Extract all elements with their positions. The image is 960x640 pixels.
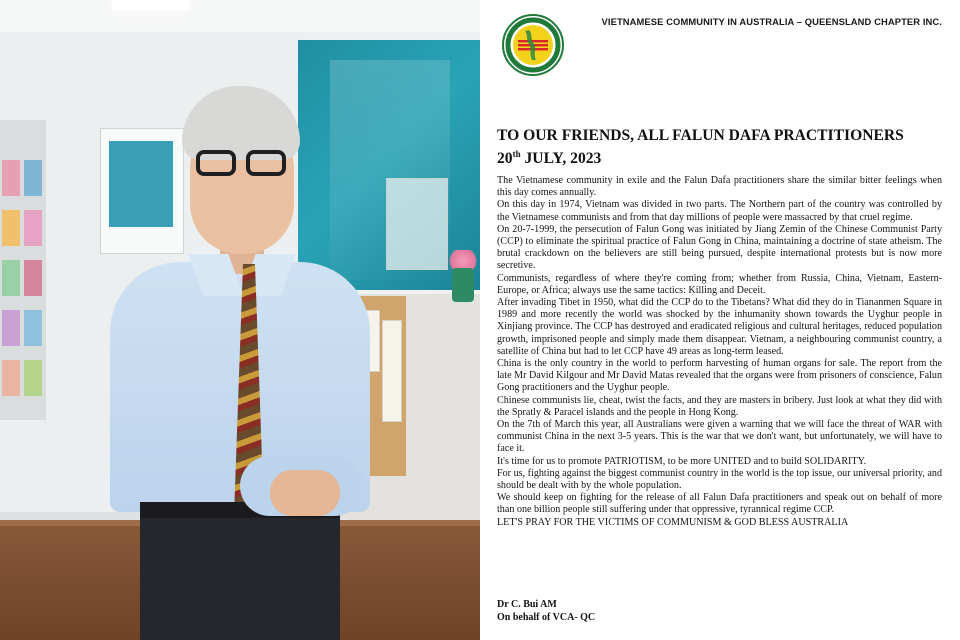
glasses-lens-left [196, 150, 236, 176]
brochure [24, 210, 42, 246]
brochure [24, 360, 42, 396]
hair [182, 86, 300, 160]
signature-block [497, 598, 797, 624]
heading-title: TO OUR FRIENDS, ALL FALUN DAFA PRACTITIONERS [497, 127, 904, 144]
paragraph: Chinese communists lie, cheat, twist the facts, and they are masters in bribery. Just look at what they did with the Spratly & Paracel islands and the people in Hong Kong. [497, 394, 942, 418]
brochure [2, 210, 20, 246]
brochure-shelf [0, 120, 46, 420]
date-day: 20 [497, 150, 513, 168]
brochure [24, 310, 42, 346]
paragraph: China is the only country in the world to perform harvesting of human organs for sale. The report from the late Mr David Kilgour and Mr David Matas revealed that the organs were from prisoners of conscience, Falun Gong practitioners and the Uyghur people. [497, 358, 942, 394]
brochure [2, 360, 20, 396]
brochure [24, 160, 42, 196]
glass-panel [386, 178, 448, 270]
paragraph: After invading Tibet in 1950, what did the CCP do to the Tibetans? What did they do in Tiananmen Square in 1989 and more recently the world was shocked by the inhumanity shown towards the Uyghur people in Xinjiang province. The CCP has destroyed and eradicated religious and cultural heritages, reduced population growth, imprisoned people and simply made them disappear. Vietnam, a neighbouring communist country, a satellite of China but had to let CCP have 49 areas as long-term leased. [497, 297, 942, 357]
paragraph: We should keep on fighting for the release of all Falun Dafa practitioners and speak out on behalf of more than one billion people still suffering under that oppressive, tyrannical regime CCP. [497, 492, 942, 516]
brochure [2, 260, 20, 296]
letter-document [480, 0, 960, 640]
signature-name: Dr C. Bui AM [497, 599, 557, 610]
letter-heading [497, 126, 947, 168]
paragraph: For us, fighting against the biggest communist country in the world is the top issue, our universal priority, and should be dealt with by the whole population. [497, 467, 942, 492]
date-rest: JULY, 2023 [520, 150, 602, 168]
organization-name: VIETNAMESE COMMUNITY IN AUSTRALIA – QUEENSLAND CHAPTER INC. [601, 16, 942, 27]
trousers [140, 518, 340, 640]
paragraph: The Vietnamese community in exile and the Falun Dafa practitioners share the similar bitter feelings when this day comes annually. [497, 175, 942, 199]
paragraph: On 20-7-1999, the persecution of Falun Gong was initiated by Jiang Zemin of the Chinese Communist Party (CCP) to eliminate the spiritual practice of Falun Gong in China, maintaining a doctrine of state atheism. The brutal crackdown on the believers are still being pursued, despite international protests but is now more secretive. [497, 223, 942, 272]
glasses-lens-right [246, 150, 286, 176]
brochure [24, 260, 42, 296]
paragraph: LET'S PRAY FOR THE VICTIMS OF COMMUNISM & GOD BLESS AUSTRALIA [497, 516, 849, 528]
signature-role: On behalf of VCA- QC [497, 612, 596, 623]
ceiling [0, 0, 480, 32]
corkboard-note [382, 320, 402, 422]
letter-body [497, 175, 942, 529]
ceiling-light [112, 0, 190, 10]
paragraph: Communists, regardless of where they're coming from; whether from Russia, China, Vietnam, Eastern-Europe, or Africa; always use the same tactics: Killing and Deceit. [497, 272, 942, 296]
paragraph: On this day in 1974, Vietnam was divided in two parts. The Northern part of the country was controlled by the Vietnamese communists and from that day millions of people were massacred by that cruel regime. [497, 199, 942, 223]
paragraph: It's time for us to promote PATRIOTISM, to be more UNITED and to build SOLIDARITY. [497, 455, 867, 467]
date-suffix: th [512, 149, 521, 159]
man-figure [110, 86, 370, 640]
paragraph: On the 7th of March this year, all Australians were given a warning that we will face the threat of WAR with communist China in the next 3-5 years. This is the war that we don't want, but unfortunately, we will have to face it. [497, 419, 942, 455]
plant-vase [452, 268, 474, 302]
brochure [2, 160, 20, 196]
glasses [196, 150, 290, 178]
brochure [2, 310, 20, 346]
hands [270, 470, 340, 516]
heading-date [497, 145, 947, 168]
community-emblem-icon [502, 14, 564, 76]
